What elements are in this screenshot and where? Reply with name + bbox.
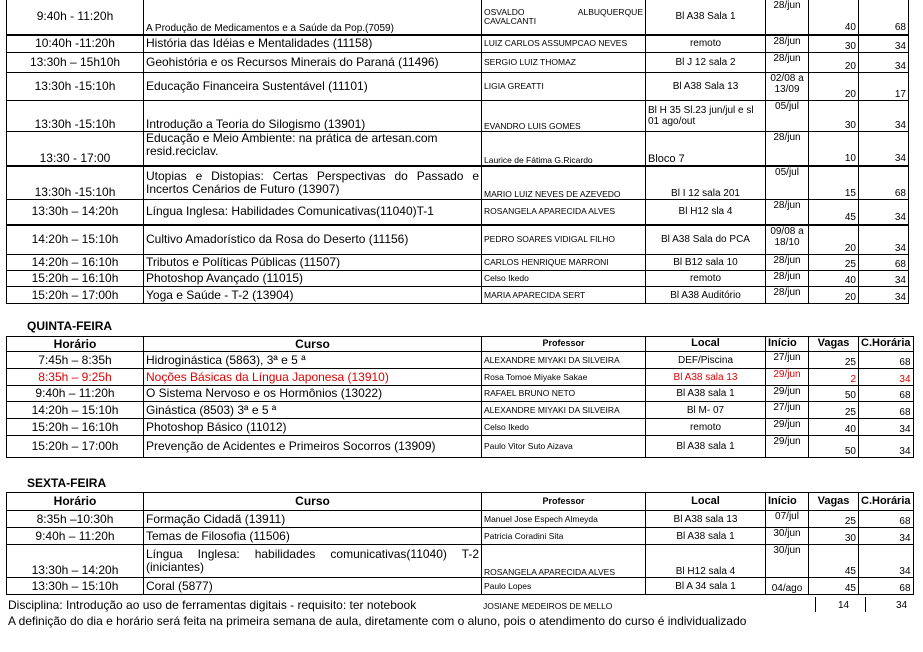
- ch-cell: 34: [859, 528, 914, 545]
- vagas-cell: 20: [809, 287, 859, 304]
- ch-cell: 34: [859, 271, 909, 287]
- header-curso: Curso: [144, 337, 482, 352]
- local-cell: Bl H12 sala 4: [646, 545, 766, 578]
- horario-cell: 13:30h – 15h10h: [7, 53, 144, 73]
- curso-cell: Prevenção de Acidentes e Primeiros Socorros (13909): [144, 436, 482, 458]
- horario-cell: 15:20h – 16:10h: [7, 271, 144, 287]
- horario-cell: 8:35h – 9:25h: [7, 369, 144, 386]
- table-row: [7, 225, 909, 255]
- table-row: [7, 271, 909, 287]
- header-local: Local: [646, 493, 766, 511]
- table-row: [7, 287, 909, 304]
- vagas-cell: 20: [809, 53, 859, 73]
- local-cell: remoto: [646, 35, 766, 53]
- professor-cell: LUIZ CARLOS ASSUMPCAO NEVES: [482, 35, 646, 53]
- table-row: [7, 53, 909, 73]
- header-horario: Horário: [7, 493, 144, 511]
- professor-cell: LIGIA GREATTI: [482, 73, 646, 101]
- footer-note: A definição do dia e horário será feita na primeira semana de aula, diretamente com o aluno, pois o atendimento do curso é individualizado: [8, 614, 747, 628]
- local-cell: Bl A38 sala 1: [646, 436, 766, 458]
- horario-cell: 14:20h – 16:10h: [7, 255, 144, 271]
- ch-cell: 68: [859, 386, 914, 402]
- professor-cell: Patricia Coradini Sita: [482, 528, 646, 545]
- professor-cell: CARLOS HENRIQUE MARRONI: [482, 255, 646, 271]
- schedule-table-sexta: [6, 492, 914, 595]
- inicio-cell: 02/08 a 13/09: [766, 73, 809, 101]
- table-row: [7, 545, 914, 578]
- inicio-cell: 27/jun: [766, 352, 809, 369]
- professor-cell: EVANDRO LUIS GOMES: [482, 101, 646, 132]
- header-curso: Curso: [144, 493, 482, 511]
- inicio-cell: 07/jul: [766, 511, 809, 528]
- ch-cell: 34: [859, 53, 909, 73]
- vagas-cell: 25: [809, 402, 859, 419]
- header-vagas: Vagas: [809, 493, 859, 511]
- professor-cell: MARIA APARECIDA SERT: [482, 287, 646, 304]
- table-row: [7, 511, 914, 528]
- local-cell: remoto: [646, 271, 766, 287]
- header-local: Local: [646, 337, 766, 352]
- horario-cell: 14:20h – 15:10h: [7, 402, 144, 419]
- horario-cell: 13:30h – 14:20h: [7, 545, 144, 578]
- local-cell: Bl H12 sla 4: [646, 200, 766, 225]
- professor-cell: Celso Ikedo: [482, 419, 646, 436]
- inicio-cell: 28/jun: [766, 0, 809, 35]
- table-row: [7, 528, 914, 545]
- curso-cell: Temas de Filosofia (11506): [144, 528, 482, 545]
- local-cell: DEF/Piscina: [646, 352, 766, 369]
- professor-cell: RAFAEL BRUNO NETO: [482, 386, 646, 402]
- professor-cell: MARIO LUIZ NEVES DE AZEVEDO: [482, 166, 646, 200]
- horario-cell: 9:40h – 11:20h: [7, 528, 144, 545]
- ch-cell: 68: [859, 511, 914, 528]
- curso-cell: Formação Cidadã (13911): [144, 511, 482, 528]
- curso-cell: Introdução a Teoria do Silogismo (13901): [144, 101, 482, 132]
- local-cell: Bl B12 sala 10: [646, 255, 766, 271]
- curso-cell: Língua Inglesa: habilidades comunicativas(11040) T-2 (iniciantes): [144, 545, 482, 578]
- vagas-cell: 45: [809, 200, 859, 225]
- curso-cell: Noções Básicas da Língua Japonesa (13910): [144, 369, 482, 386]
- vagas-cell: 45: [809, 578, 859, 595]
- header-professor: Professor: [482, 337, 646, 352]
- vagas-cell: 25: [809, 255, 859, 271]
- horario-cell: 13:30h -15:10h: [7, 73, 144, 101]
- horario-cell: 8:35h –10:30h: [7, 511, 144, 528]
- inicio-cell: 30/jun: [766, 545, 809, 578]
- local-cell: Bl A38 Sala 1: [646, 0, 766, 35]
- ch-cell: 34: [859, 200, 909, 225]
- horario-cell: 15:20h – 17:00h: [7, 436, 144, 458]
- schedule-table-previous-day: [6, 0, 909, 304]
- local-cell: Bl A38 sala 1: [646, 386, 766, 402]
- table-row: [7, 0, 909, 35]
- local-cell: Bl A38 sala 13: [646, 369, 766, 386]
- vagas-cell: 2: [809, 369, 859, 386]
- horario-cell: 15:20h – 17:00h: [7, 287, 144, 304]
- vagas-cell: 10: [809, 132, 859, 166]
- table-row: [7, 35, 909, 53]
- disciplina-vagas: 14: [838, 600, 850, 611]
- vagas-cell: 20: [809, 225, 859, 255]
- professor-cell: ROSANGELA APARECIDA ALVES: [482, 545, 646, 578]
- header-inicio: Início: [766, 493, 809, 511]
- local-cell: Bl A38 sala 13: [646, 511, 766, 528]
- professor-cell: Paulo Vitor Suto Aizava: [482, 436, 646, 458]
- table-row: [7, 352, 914, 369]
- professor-cell: Celso Ikedo: [482, 271, 646, 287]
- horario-cell: 9:40h - 11:20h: [7, 0, 144, 35]
- horario-cell: 7:45h – 8:35h: [7, 352, 144, 369]
- local-cell: Bl A38 Sala 13: [646, 73, 766, 101]
- curso-cell: Ginástica (8503) 3ª e 5 ª: [144, 402, 482, 419]
- local-cell: Bl A38 Sala do PCA: [646, 225, 766, 255]
- table-row: [7, 369, 914, 386]
- local-cell: Bl A 34 sala 1: [646, 578, 766, 595]
- curso-cell: Yoga e Saúde - T-2 (13904): [144, 287, 482, 304]
- ch-cell: 68: [859, 255, 909, 271]
- vagas-cell: 30: [809, 101, 859, 132]
- horario-cell: 13:30 - 17:00: [7, 132, 144, 166]
- divider: [815, 597, 816, 612]
- vagas-cell: 40: [809, 419, 859, 436]
- curso-cell: Coral (5877): [144, 578, 482, 595]
- horario-cell: 13:30h – 14:20h: [7, 200, 144, 225]
- ch-cell: 34: [859, 287, 909, 304]
- vagas-cell: 50: [809, 436, 859, 458]
- schedule-table-quinta: [6, 336, 914, 458]
- header-inicio: Início: [766, 337, 809, 352]
- ch-cell: 34: [859, 369, 914, 386]
- header-professor: Professor: [482, 493, 646, 511]
- inicio-cell: 28/jun: [766, 35, 809, 53]
- divider: [865, 597, 866, 612]
- disciplina-professor: JOSIANE MEDEIROS DE MELLO: [483, 601, 613, 611]
- curso-cell: História das Idéias e Mentalidades (11158): [144, 35, 482, 53]
- vagas-cell: 40: [809, 271, 859, 287]
- curso-cell: Utopias e Distopias: Certas Perspectivas do Passado e Incertos Cenários de Futuro (13907): [144, 166, 482, 200]
- ch-cell: 34: [859, 101, 909, 132]
- horario-cell: 13:30h – 15:10h: [7, 578, 144, 595]
- table-row: [7, 419, 914, 436]
- curso-cell: Photoshop Avançado (11015): [144, 271, 482, 287]
- day-heading-quinta: QUINTA-FEIRA: [27, 319, 113, 333]
- curso-cell: Língua Inglesa: Habilidades Comunicativas(11040)T-1: [144, 200, 482, 225]
- vagas-cell: 25: [809, 511, 859, 528]
- horario-cell: 13:30h -15:10h: [7, 101, 144, 132]
- inicio-cell: 28/jun: [766, 200, 809, 225]
- horario-cell: 9:40h – 11:20h: [7, 386, 144, 402]
- inicio-cell: 28/jun: [766, 287, 809, 304]
- ch-cell: 34: [859, 419, 914, 436]
- vagas-cell: 45: [809, 545, 859, 578]
- vagas-cell: 20: [809, 73, 859, 101]
- local-cell: Bl A38 Auditório: [646, 287, 766, 304]
- horario-cell: 14:20h – 15:10h: [7, 225, 144, 255]
- ch-cell: 68: [859, 402, 914, 419]
- inicio-cell: 05/jul: [766, 166, 809, 200]
- local-cell: Bl A38 sala 1: [646, 528, 766, 545]
- horario-cell: 15:20h – 16:10h: [7, 419, 144, 436]
- ch-cell: 34: [859, 436, 914, 458]
- ch-cell: 68: [859, 0, 909, 35]
- professor-cell: Paulo Lopes: [482, 578, 646, 595]
- horario-cell: 10:40h -11:20h: [7, 35, 144, 53]
- table-row: [7, 101, 909, 132]
- table-header-row: [7, 337, 914, 352]
- inicio-cell: 28/jun: [766, 53, 809, 73]
- vagas-cell: 40: [809, 0, 859, 35]
- curso-cell: Educação e Meio Ambiente: na prática de artesan.com resid.reciclav.: [144, 132, 482, 166]
- inicio-cell: 09/08 a 18/10: [766, 225, 809, 255]
- inicio-cell: 29/jun: [766, 369, 809, 386]
- professor-cell: Laurice de Fátima G.Ricardo: [482, 132, 646, 166]
- inicio-cell: 04/ago: [766, 578, 809, 595]
- local-cell: Bloco 7: [646, 132, 766, 166]
- inicio-cell: 29/jun: [766, 436, 809, 458]
- table-row: [7, 436, 914, 458]
- curso-cell: Geohistória e os Recursos Minerais do Paraná (11496): [144, 53, 482, 73]
- table-header-row: [7, 493, 914, 511]
- vagas-cell: 30: [809, 528, 859, 545]
- ch-cell: 68: [859, 352, 914, 369]
- ch-cell: 68: [859, 578, 914, 595]
- inicio-cell: 29/jun: [766, 386, 809, 402]
- professor-cell: ALEXANDRE MIYAKI DA SILVEIRA: [482, 402, 646, 419]
- inicio-cell: 28/jun: [766, 271, 809, 287]
- inicio-cell: 29/jun: [766, 419, 809, 436]
- inicio-cell: 05/jul: [766, 101, 809, 132]
- day-heading-sexta: SEXTA-FEIRA: [27, 476, 107, 490]
- local-cell: Bl M- 07: [646, 402, 766, 419]
- curso-cell: Photoshop Básico (11012): [144, 419, 482, 436]
- horario-cell: 13:30h -15:10h: [7, 166, 144, 200]
- ch-cell: 34: [859, 225, 909, 255]
- table-row: [7, 166, 909, 200]
- curso-cell: Hidroginástica (5863), 3ª e 5 ª: [144, 352, 482, 369]
- inicio-cell: 28/jun: [766, 255, 809, 271]
- professor-cell: OSVALDO ALBUQUERQUE CAVALCANTI: [482, 0, 646, 35]
- inicio-cell: 27/jun: [766, 402, 809, 419]
- disciplina-note: Disciplina: Introdução ao uso de ferramentas digitais - requisito: ter notebook: [8, 598, 417, 612]
- vagas-cell: 50: [809, 386, 859, 402]
- table-row: [7, 578, 914, 595]
- professor-cell: PEDRO SOARES VIDIGAL FILHO: [482, 225, 646, 255]
- curso-cell: Cultivo Amadorístico da Rosa do Deserto (11156): [144, 225, 482, 255]
- header-horario: Horário: [7, 337, 144, 352]
- professor-cell: ROSANGELA APARECIDA ALVES: [482, 200, 646, 225]
- professor-cell: Rosa Tomoe Miyake Sakae: [482, 369, 646, 386]
- local-cell: Bl I 12 sala 201: [646, 166, 766, 200]
- professor-cell: SERGIO LUIZ THOMAZ: [482, 53, 646, 73]
- ch-cell: 34: [859, 35, 909, 53]
- curso-cell: Educação Financeira Sustentável (11101): [144, 73, 482, 101]
- header-ch: C.Horária: [859, 337, 914, 352]
- vagas-cell: 25: [809, 352, 859, 369]
- inicio-cell: 30/jun: [766, 528, 809, 545]
- table-row: [7, 386, 914, 402]
- ch-cell: 34: [859, 545, 914, 578]
- header-ch: C.Horária: [859, 493, 914, 511]
- vagas-cell: 30: [809, 35, 859, 53]
- table-row: [7, 255, 909, 271]
- table-row: [7, 200, 909, 225]
- header-vagas: Vagas: [809, 337, 859, 352]
- curso-cell: Tributos e Políticas Públicas (11507): [144, 255, 482, 271]
- curso-cell: A Produção de Medicamentos e a Saúde da Pop.(7059): [144, 0, 482, 35]
- local-cell: remoto: [646, 419, 766, 436]
- vagas-cell: 15: [809, 166, 859, 200]
- ch-cell: 68: [859, 166, 909, 200]
- inicio-cell: 28/jun: [766, 132, 809, 166]
- professor-cell: ALEXANDRE MIYAKI DA SILVEIRA: [482, 352, 646, 369]
- ch-cell: 17: [859, 73, 909, 101]
- disciplina-ch: 34: [896, 600, 908, 611]
- table-row: [7, 73, 909, 101]
- curso-cell: O Sistema Nervoso e os Hormônios (13022): [144, 386, 482, 402]
- professor-cell: Manuel Jose Espech Almeyda: [482, 511, 646, 528]
- table-row: [7, 132, 909, 166]
- local-cell: Bl H 35 Sl.23 jun/jul e sl 01 ago/out: [646, 101, 766, 132]
- local-cell: Bl J 12 sala 2: [646, 53, 766, 73]
- table-row: [7, 402, 914, 419]
- ch-cell: 34: [859, 132, 909, 166]
